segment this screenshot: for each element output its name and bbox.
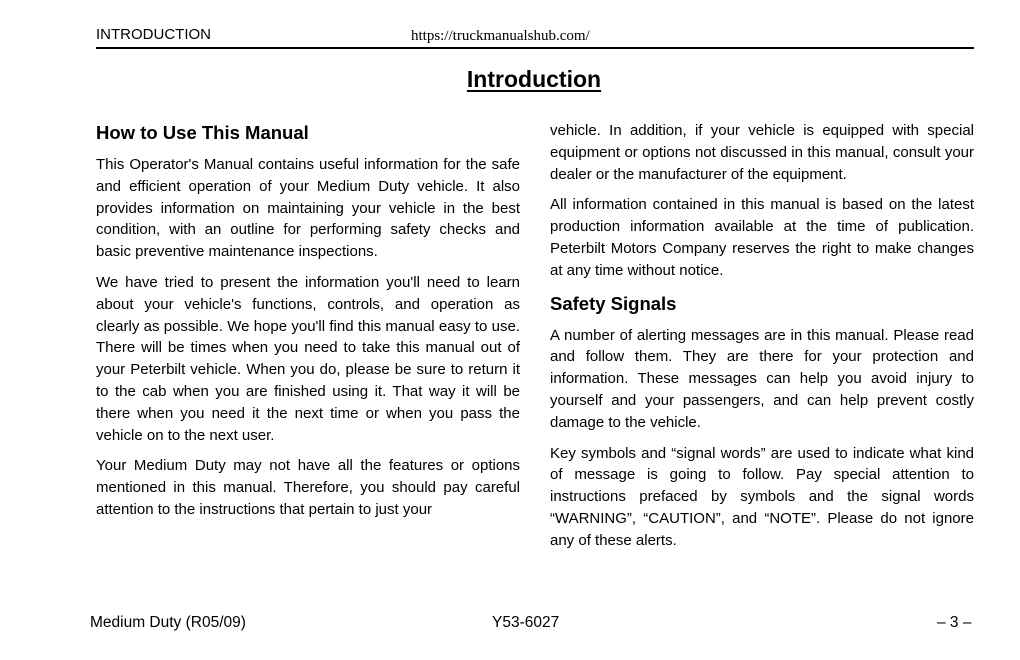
header-divider — [96, 47, 974, 49]
paragraph: Your Medium Duty may not have all the features or options mentioned in this manual. Therefore, you should pay careful attention to the instructions that pertain to just your — [96, 457, 520, 518]
paragraph: All information contained in this manual is based on the latest production information available at the time of publication. Peterbilt Motors Company reserves the right to make changes at any time without notice. — [550, 196, 974, 279]
paragraph: We have tried to present the information you'll need to learn about your vehicle's functions, controls, and operation as clearly as possible. We hope you'll find this manual easy to use. There will be times when you need to take this manual out of your Peterbilt vehicle. When you do, please be sure to return it to the cab when you are finished using it. That way it will be there when you need it the next time or when you pass the vehicle on to the next user. — [96, 273, 520, 444]
left-column — [96, 120, 520, 530]
paragraph: This Operator's Manual contains useful information for the safe and efficient operation of your Medium Duty vehicle. It also provides information on maintaining your vehicle in the best condition, with an outline for performing safety checks and basic preventive maintenance inspections. — [96, 156, 520, 261]
footer-edition: Medium Duty (R05/09) — [90, 614, 246, 631]
paragraph: Key symbols and “signal words” are used to indicate what kind of message is going to follow. Pay special attention to instructions prefaced by symbols and the signal words “WARNING”, “CAUTION”, and “NOTE”. Please do not ignore any of these alerts. — [550, 444, 974, 549]
page-title: Introduction — [466, 66, 602, 92]
right-column — [550, 120, 974, 561]
header-url[interactable]: https://truckmanualshub.com/ — [411, 28, 590, 44]
footer-document-number: Y53-6027 — [492, 614, 560, 631]
section-heading-how-to-use: How to Use This Manual — [96, 122, 309, 143]
section-heading-safety-signals: Safety Signals — [550, 292, 677, 314]
paragraph: vehicle. In addition, if your vehicle is equipped with special equipment or options not discussed in this manual, consult your dealer or the manufacturer of the equipment. — [550, 122, 974, 183]
running-header-section: INTRODUCTION — [96, 26, 211, 43]
paragraph: A number of alerting messages are in this manual. Please read and follow them. They are there for your protection and information. These messages can help you avoid injury to yourself and your passengers, and can help prevent costly damage to the vehicle. — [550, 326, 974, 431]
page-number: – 3 – — [937, 614, 972, 631]
